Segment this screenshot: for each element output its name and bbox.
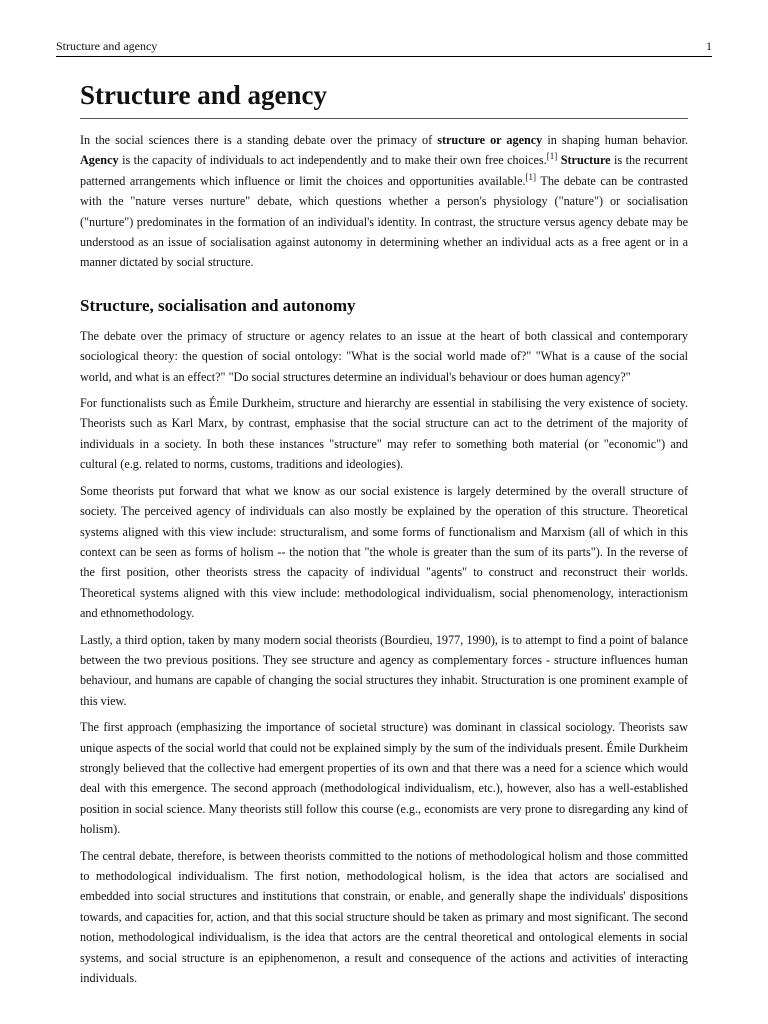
intro-bold-structure-or-agency: structure or agency bbox=[437, 133, 543, 147]
intro-text-5: is the recurrent patterned arrangements which influence or limit the choices and opportunities available. bbox=[80, 153, 689, 188]
section-paragraph-3: Some theorists put forward that what we know as our social existence is largely determined by the overall structure of society. The perceived agency of individuals can also mostly be explained by the operation of this structure. Theoretical systems aligned with this view include: structuralism, and some forms of functionalism and Marxism (all of which in this context can be seen as forms of holism -- the notion that "the whole is greater than the sum of its parts"). In the reverse of the first position, other theorists stress the capacity of individual "agents" to construct and reconstruct their worlds. Theoretical systems aligned with this view include: methodological individualism, social phenomenology, interactionism and ethnomethodology. bbox=[80, 483, 688, 621]
section-heading: Structure, socialisation and autonomy bbox=[80, 295, 356, 315]
intro-text-3: is the capacity of individuals to act independently and to make their own free choices. bbox=[118, 153, 547, 168]
page-title: Structure and agency bbox=[80, 78, 688, 119]
page-number: 1 bbox=[706, 39, 712, 53]
running-header bbox=[56, 38, 712, 57]
section-paragraph-4: Lastly, a third option, taken by many modern social theorists (Bourdieu, 1977, 1990), is to attempt to find a point of balance between the two previous positions. They see structure and agency as complementary forces - structure influences human behaviour, and humans are capable of changing the social structures they inhabit. Structuration is one prominent example of this view. bbox=[80, 632, 688, 708]
section-paragraph-1: The debate over the primacy of structure or agency relates to an issue at the heart of both classical and contemporary sociological theory: the question of social ontology: "What is the social world made of?" "What is a cause of the social world, and what is an effect?" "Do social structures determine an individual's behaviour or does human agency?" bbox=[80, 328, 688, 384]
section-paragraph-5: The first approach (emphasizing the importance of societal structure) was dominant in classical sociology. Theorists saw unique aspects of the social world that could not be explained simply by the sum of the individuals present. Émile Durkheim strongly believed that the collective had emergent properties of its own and that there was a need for a science which would deal with this emergence. The second approach (methodological individualism, etc.), however, also has a well-established position in social science. Many theorists still follow this course (e.g., economists are very prone to disregarding any kind of holism). bbox=[80, 720, 688, 837]
intro-text-2: in shaping human behavior. bbox=[542, 133, 689, 147]
intro-paragraph bbox=[80, 130, 688, 273]
running-header-title: Structure and agency bbox=[56, 39, 158, 53]
citation-ref-1[interactable]: [1] bbox=[546, 151, 558, 162]
citation-ref-2[interactable]: [1] bbox=[525, 171, 537, 182]
intro-bold-structure: Structure bbox=[560, 153, 611, 168]
section-paragraph-2: For functionalists such as Émile Durkheim, structure and hierarchy are essential in stabilising the very existence of society. Theorists such as Karl Marx, by contrast, emphasise that the social structure can act to the detriment of the majority of individuals in a society. In both these instances "structure" may refer to something both material (or "economic") and cultural (e.g. related to norms, customs, traditions and ideologies). bbox=[80, 396, 688, 472]
section-paragraph-6: The central debate, therefore, is between theorists committed to the notions of methodological holism and those committed to methodological individualism. The first notion, methodological holism, is the idea that actors are socialised and embedded into social structures and institutions that constrain, or enable, and generally shape the individuals' dispositions towards, and capacities for, action, and that this social structure should be taken as primary and most significant. The second notion, methodological individualism, is the idea that actors are the central theoretical and ontological elements in social systems, and social structure is an epiphenomenon, a result and consequence of the actions and activities of interacting individuals. bbox=[80, 848, 688, 986]
intro-bold-agency: Agency bbox=[80, 153, 119, 168]
article-body bbox=[80, 78, 688, 994]
intro-text-6: The debate can be contrasted with the "nature verses nurture" debate, which questions whether a person's physiology ("nature") or socialisation ("nurture") predominates in the formation of an individual's identity. In contrast, the structure versus agency debate may be understood as an issue of socialisation against autonomy in determining whether an individual acts as a free agent or in a manner dictated by social structure. bbox=[80, 173, 688, 270]
intro-text-1: In the social sciences there is a standing debate over the primacy of bbox=[80, 133, 438, 147]
